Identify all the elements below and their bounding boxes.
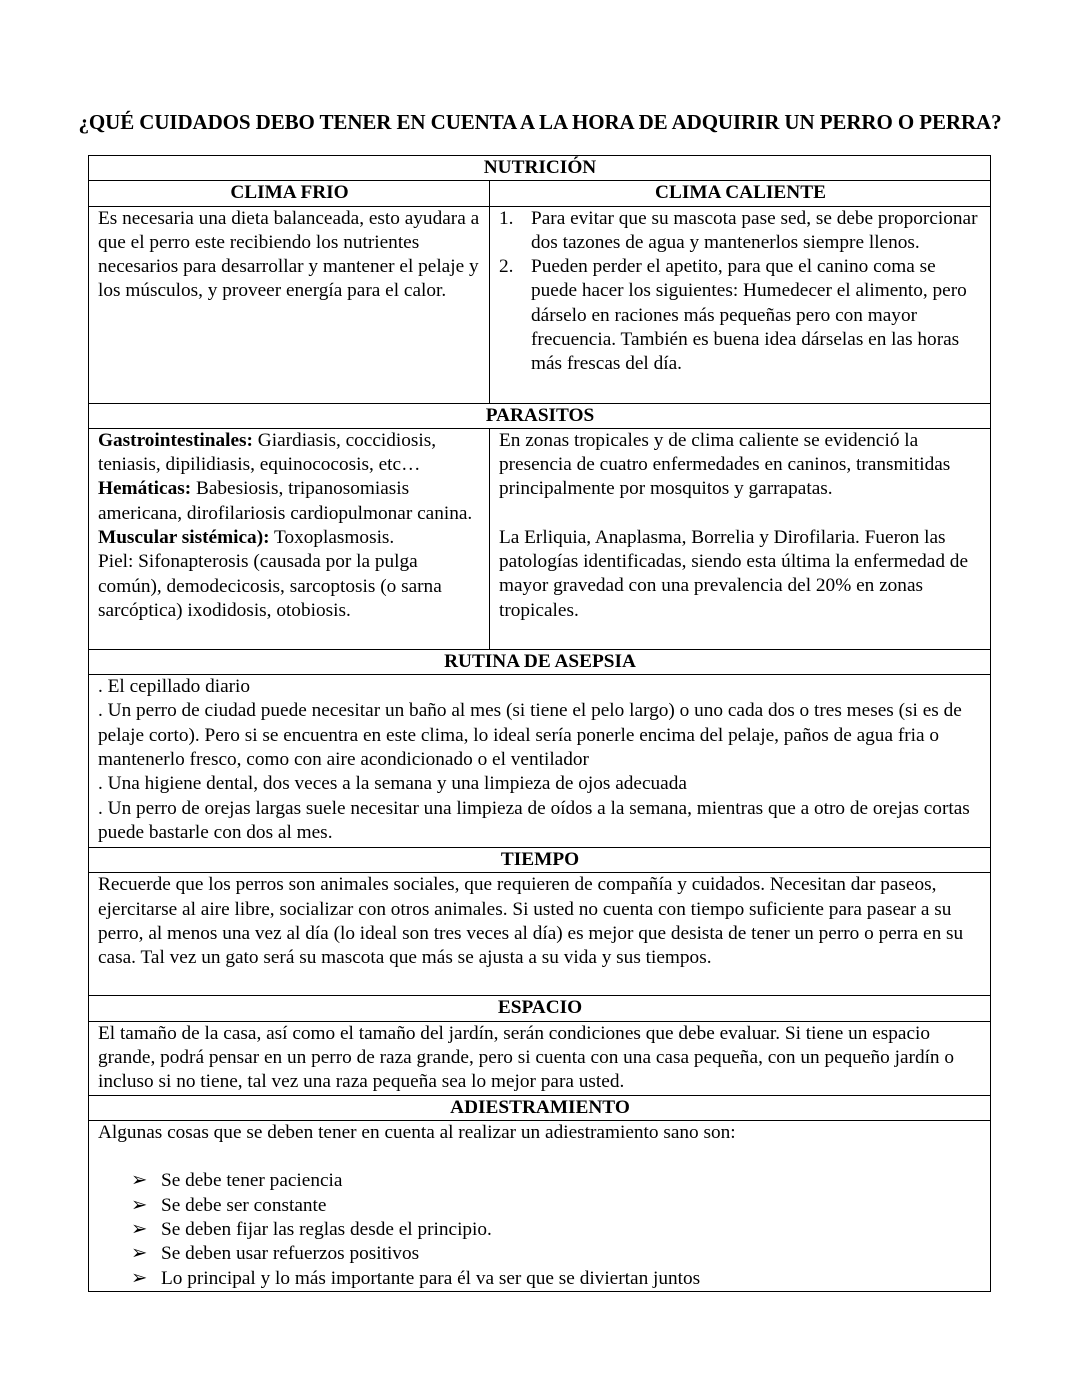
care-table: [88, 155, 991, 1292]
adiestramiento-header-row: [89, 1095, 991, 1120]
hematicas-entry: [98, 477, 481, 526]
list-item: [131, 1194, 982, 1218]
nutricion-header-row: [89, 156, 991, 181]
adiestramiento-intro: Algunas cosas que se deben tener en cuenta al realizar un adiestramiento sano son:: [98, 1122, 736, 1144]
hematicas-label: Hemáticas:: [98, 478, 192, 500]
list-item-number: 2.: [499, 256, 514, 278]
espacio-heading: ESPACIO: [89, 996, 991, 1021]
parasitos-paragraph-1: En zonas tropicales y de clima caliente se evidenció la presencia de cuatro enfermedades en caninos, transmitidas principalmente por mosquitos y garrapatas.: [499, 429, 951, 500]
tiempo-header-row: [89, 848, 991, 873]
clima-caliente-list: [499, 207, 982, 377]
asepsia-header-row: [89, 649, 991, 674]
list-item: [499, 207, 982, 256]
clima-frio-text: Es necesaria una dieta balanceada, esto ayudara a que el perro este recibiendo los nutrientes necesarios para desarrollar y mantener el pelaje y los músculos, y proveer energía para el calor.: [89, 206, 490, 403]
parasitos-right-cell: [490, 428, 991, 649]
gastrointestinales-text: Giardiasis, coccidiosis, teniasis, dipilidiasis, equinococosis, etc…: [98, 429, 437, 476]
paragraph-gap: [499, 502, 982, 526]
list-item-text: Se debe tener paciencia: [161, 1170, 343, 1192]
tiempo-text: Recuerde que los perros son animales sociales, que requieren de compañía y cuidados. Necesitan dar paseos, ejercitarse al aire libre, socializar con otros animales. Si usted no cuenta con tiempo suficiente para pasear a su perro, al menos una vez al día (lo ideal son tres veces al día) es mejor que desista de tener un perro o perra en su casa. Tal vez un gato será su mascota que más se ajusta a su vida y sus tiempos.: [89, 873, 991, 996]
list-item-text: Pueden perder el apetito, para que el canino coma se puede hacer los siguientes: Humedecer el alimento, pero dárselo en raciones más pequeñas pero con mayor frecuencia. También es buena idea dárselas en las horas más frescas del día.: [531, 256, 967, 375]
asepsia-content-row: [89, 675, 991, 848]
gastrointestinales-label: Gastrointestinales:: [98, 429, 253, 451]
parasitos-header-row: [89, 403, 991, 428]
tiempo-heading: TIEMPO: [89, 848, 991, 873]
asepsia-heading: RUTINA DE ASEPSIA: [89, 649, 991, 674]
adiestramiento-heading: ADIESTRAMIENTO: [89, 1095, 991, 1120]
asepsia-line: . Una higiene dental, dos veces a la semana y una limpieza de ojos adecuada: [98, 773, 687, 795]
espacio-text: El tamaño de la casa, así como el tamaño del jardín, serán condiciones que debe evaluar. Si tiene un espacio grande, podrá pensar en un perro de raza grande, pero si cuenta con una casa pequeña, con un pequeño jardín o incluso si no tiene, tal vez una raza pequeña sea lo mejor para usted.: [89, 1021, 991, 1095]
espacio-content-row: [89, 1021, 991, 1095]
list-item-text: Lo principal y lo más importante para él va ser que se diviertan juntos: [161, 1267, 701, 1289]
asepsia-cell: [89, 675, 991, 848]
piel-entry: Piel: Sifonapterosis (causada por la pulga común), demodecicosis, sarcoptosis (o sarna sarcóptica) ixodidosis, otobiosis.: [98, 551, 442, 621]
paragraph-gap: [98, 1145, 982, 1169]
document-title: ¿QUÉ CUIDADOS DEBO TENER EN CUENTA A LA HORA DE ADQUIRIR UN PERRO O PERRA?: [78, 110, 1002, 134]
espacio-header-row: [89, 996, 991, 1021]
parasitos-paragraph-2: La Erliquia, Anaplasma, Borrelia y Dirofilaria. Fueron las patologías identificadas, siendo esta última la enfermedad de mayor gravedad con una prevalencia del 20% en zonas tropicales.: [499, 526, 969, 621]
clima-header-row: [89, 181, 991, 206]
arrow-bullet-icon: ➢: [131, 1243, 148, 1265]
arrow-bullet-icon: ➢: [131, 1267, 148, 1289]
list-item: [131, 1267, 982, 1291]
list-item-text: Se deben fijar las reglas desde el principio.: [161, 1218, 492, 1240]
parasitos-content-row: [89, 428, 991, 649]
parasitos-heading: PARASITOS: [89, 403, 991, 428]
arrow-bullet-icon: ➢: [131, 1218, 148, 1240]
muscular-entry: [98, 526, 481, 550]
list-item-text: Para evitar que su mascota pase sed, se debe proporcionar dos tazones de agua y mantenerlos siempre llenos.: [531, 207, 978, 253]
asepsia-line: . El cepillado diario: [98, 676, 251, 698]
clima-caliente-heading: CLIMA CALIENTE: [490, 181, 991, 206]
adiestramiento-cell: [89, 1121, 991, 1292]
list-item-number: 1.: [499, 207, 514, 229]
clima-frio-heading: CLIMA FRIO: [89, 181, 490, 206]
arrow-bullet-icon: ➢: [131, 1170, 148, 1192]
list-item: [131, 1169, 982, 1193]
muscular-text: Toxoplasmosis.: [269, 527, 395, 549]
asepsia-line: . Un perro de orejas largas suele necesitar una limpieza de oídos a la semana, mientras que a otro de orejas cortas puede bastarle con dos al mes.: [98, 797, 970, 843]
list-item-text: Se debe ser constante: [161, 1194, 327, 1216]
clima-caliente-cell: [490, 206, 991, 403]
arrow-bullet-icon: ➢: [131, 1194, 148, 1216]
parasitos-left-cell: [89, 428, 490, 649]
nutricion-heading: NUTRICIÓN: [89, 156, 991, 181]
list-item: [499, 255, 982, 376]
list-item: [131, 1218, 982, 1242]
gastrointestinales-entry: [98, 429, 481, 478]
nutricion-content-row: [89, 206, 991, 403]
list-item: [131, 1242, 982, 1266]
muscular-label: Muscular sistémica):: [98, 527, 270, 549]
asepsia-line: . Un perro de ciudad puede necesitar un baño al mes (si tiene el pelo largo) o uno cada dos o tres meses (si es de pelaje corto). Pero si se encuentra en este clima, lo ideal sería ponerle encima del pelaje, paños de agua fria o mantenerlo fresco, como con aire acondicionado o el ventilador: [98, 700, 962, 771]
list-item-text: Se deben usar refuerzos positivos: [161, 1243, 420, 1265]
adiestramiento-list: [98, 1169, 982, 1290]
adiestramiento-content-row: [89, 1121, 991, 1292]
hematicas-text: Babesiosis, tripanosomiasis americana, dirofilariosis cardiopulmonar canina.: [98, 478, 473, 524]
tiempo-content-row: [89, 873, 991, 996]
